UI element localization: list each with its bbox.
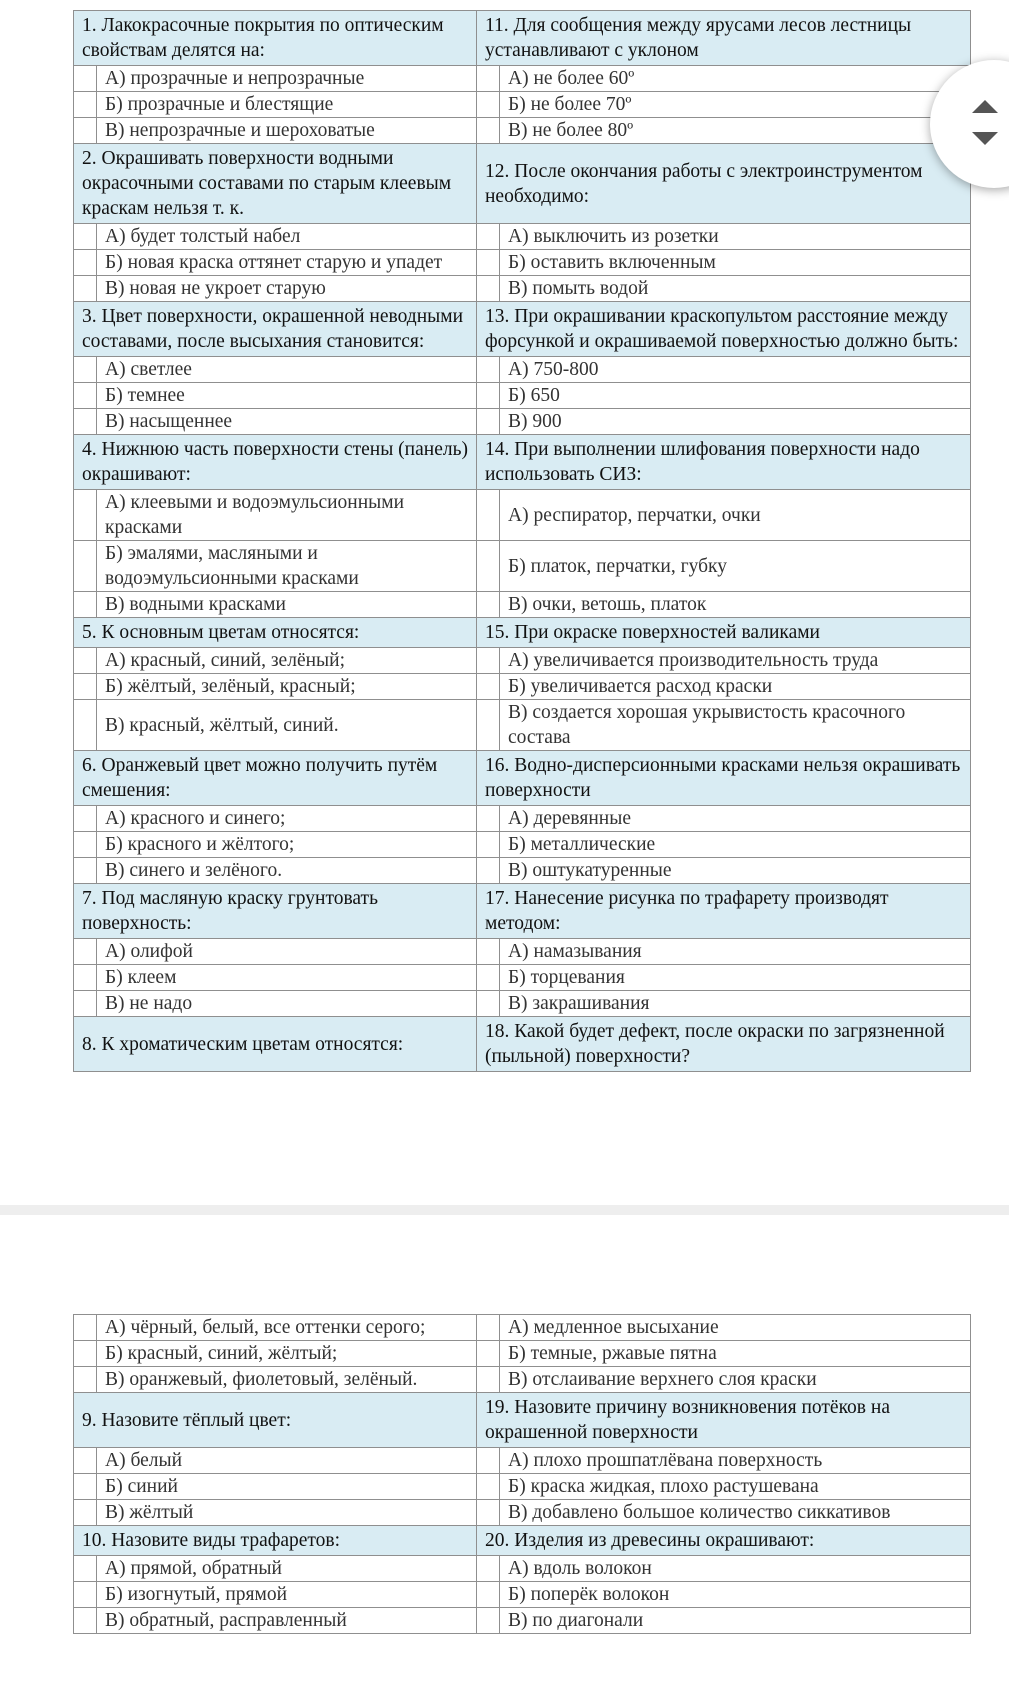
answer-option: Б) платок, перчатки, губку <box>500 541 971 592</box>
answer-option: В) жёлтый <box>97 1500 477 1526</box>
answer-mark-cell[interactable] <box>477 991 500 1017</box>
answer-row <box>74 939 971 965</box>
question-text: 10. Назовите виды трафаретов: <box>74 1526 477 1556</box>
answer-option: А) красного и синего; <box>97 806 477 832</box>
answer-mark-cell[interactable] <box>477 592 500 618</box>
answer-option: Б) не более 70º <box>500 92 971 118</box>
answer-row <box>74 592 971 618</box>
answer-mark-cell[interactable] <box>477 1367 500 1393</box>
answer-mark-cell[interactable] <box>477 1315 500 1341</box>
answer-mark-cell[interactable] <box>74 1608 97 1634</box>
answer-mark-cell[interactable] <box>477 1500 500 1526</box>
triangle-up-icon[interactable] <box>972 100 998 113</box>
answer-option: Б) поперёк волокон <box>500 1582 971 1608</box>
answer-option: В) 900 <box>500 409 971 435</box>
answer-option: В) новая не укроет старую <box>97 276 477 302</box>
answer-option: А) прозрачные и непрозрачные <box>97 66 477 92</box>
question-text: 16. Водно-дисперсионными красками нельзя окрашивать поверхности <box>477 751 971 806</box>
answer-mark-cell[interactable] <box>477 674 500 700</box>
answer-mark-cell[interactable] <box>477 276 500 302</box>
answer-option: В) отслаивание верхнего слоя краски <box>500 1367 971 1393</box>
answer-row <box>74 832 971 858</box>
answer-mark-cell[interactable] <box>477 541 500 592</box>
question-row <box>74 618 971 648</box>
question-text: 12. После окончания работы с электроинструментом необходимо: <box>477 144 971 224</box>
question-text: 1. Лакокрасочные покрытия по оптическим свойствам делятся на: <box>74 11 477 66</box>
answer-mark-cell[interactable] <box>477 806 500 832</box>
answer-row <box>74 224 971 250</box>
answer-mark-cell[interactable] <box>74 66 97 92</box>
answer-row <box>74 1474 971 1500</box>
answer-mark-cell[interactable] <box>74 357 97 383</box>
answer-mark-cell[interactable] <box>477 409 500 435</box>
question-text: 6. Оранжевый цвет можно получить путём смешения: <box>74 751 477 806</box>
answer-option: В) очки, ветошь, платок <box>500 592 971 618</box>
answer-mark-cell[interactable] <box>477 250 500 276</box>
answer-mark-cell[interactable] <box>477 1608 500 1634</box>
question-text: 11. Для сообщения между ярусами лесов лестницы устанавливают с уклоном <box>477 11 971 66</box>
answer-row <box>74 991 971 1017</box>
answer-mark-cell[interactable] <box>477 118 500 144</box>
answer-row <box>74 965 971 991</box>
answer-option: Б) синий <box>97 1474 477 1500</box>
answer-mark-cell[interactable] <box>477 92 500 118</box>
questions-table-page-2 <box>73 1314 971 1634</box>
answer-mark-cell[interactable] <box>477 66 500 92</box>
answer-option: В) оштукатуренные <box>500 858 971 884</box>
question-row <box>74 884 971 939</box>
question-text: 8. К хроматическим цветам относятся: <box>74 1017 477 1072</box>
answer-mark-cell[interactable] <box>74 276 97 302</box>
answer-option: В) по диагонали <box>500 1608 971 1634</box>
questions-table-page-1 <box>73 10 971 1072</box>
answer-mark-cell[interactable] <box>477 858 500 884</box>
answer-option: Б) 650 <box>500 383 971 409</box>
answer-option: Б) новая краска оттянет старую и упадет <box>97 250 477 276</box>
question-row <box>74 144 971 224</box>
answer-option: А) намазывания <box>500 939 971 965</box>
answer-option: Б) краска жидкая, плохо растушевана <box>500 1474 971 1500</box>
answer-option: А) не более 60º <box>500 66 971 92</box>
question-text: 15. При окраске поверхностей валиками <box>477 618 971 648</box>
answer-option: В) водными красками <box>97 592 477 618</box>
answer-option: Б) металлические <box>500 832 971 858</box>
answer-option: В) помыть водой <box>500 276 971 302</box>
answer-mark-cell[interactable] <box>477 700 500 751</box>
question-row <box>74 1526 971 1556</box>
question-text: 9. Назовите тёплый цвет: <box>74 1393 477 1448</box>
question-text: 5. К основным цветам относятся: <box>74 618 477 648</box>
question-text: 19. Назовите причину возникновения потёков на окрашенной поверхности <box>477 1393 971 1448</box>
answer-option: Б) темнее <box>97 383 477 409</box>
answer-option: Б) жёлтый, зелёный, красный; <box>97 674 477 700</box>
answer-mark-cell[interactable] <box>477 224 500 250</box>
answer-row <box>74 118 971 144</box>
answer-mark-cell[interactable] <box>74 700 97 751</box>
answer-mark-cell[interactable] <box>477 1556 500 1582</box>
question-text: 18. Какой будет дефект, после окраски по загрязненной (пыльной) поверхности? <box>477 1017 971 1072</box>
question-row <box>74 751 971 806</box>
answer-row <box>74 276 971 302</box>
answer-mark-cell[interactable] <box>74 250 97 276</box>
answer-option: В) закрашивания <box>500 991 971 1017</box>
answer-option: В) не более 80º <box>500 118 971 144</box>
answer-option: А) респиратор, перчатки, очки <box>500 490 971 541</box>
answer-option: Б) красный, синий, жёлтый; <box>97 1341 477 1367</box>
answer-row <box>74 357 971 383</box>
answer-row <box>74 858 971 884</box>
answer-mark-cell[interactable] <box>74 1367 97 1393</box>
question-text: 13. При окрашивании краскопультом расстояние между форсункой и окрашиваемой поверхностью должно быть: <box>477 302 971 357</box>
answer-row <box>74 66 971 92</box>
question-row <box>74 435 971 490</box>
answer-option: А) чёрный, белый, все оттенки серого; <box>97 1315 477 1341</box>
page-2 <box>0 1215 1009 1691</box>
answer-mark-cell[interactable] <box>74 409 97 435</box>
answer-option: Б) торцевания <box>500 965 971 991</box>
answer-row <box>74 806 971 832</box>
answer-row <box>74 648 971 674</box>
answer-mark-cell[interactable] <box>74 1315 97 1341</box>
answer-mark-cell[interactable] <box>74 674 97 700</box>
answer-mark-cell[interactable] <box>74 383 97 409</box>
answer-option: А) увеличивается производительность труда <box>500 648 971 674</box>
answer-mark-cell[interactable] <box>74 224 97 250</box>
answer-option: А) олифой <box>97 939 477 965</box>
answer-mark-cell[interactable] <box>74 118 97 144</box>
answer-row <box>74 700 971 751</box>
answer-row <box>74 1341 971 1367</box>
answer-mark-cell[interactable] <box>477 490 500 541</box>
answer-option: А) выключить из розетки <box>500 224 971 250</box>
answer-row <box>74 1556 971 1582</box>
question-row <box>74 302 971 357</box>
answer-row <box>74 1367 971 1393</box>
answer-mark-cell[interactable] <box>74 991 97 1017</box>
question-text: 2. Окрашивать поверхности водными окрасочными составами по старым клеевым краскам нельзя т. к. <box>74 144 477 224</box>
answer-row <box>74 409 971 435</box>
answer-option: Б) прозрачные и блестящие <box>97 92 477 118</box>
answer-row <box>74 674 971 700</box>
answer-option: Б) изогнутый, прямой <box>97 1582 477 1608</box>
answer-row <box>74 541 971 592</box>
answer-option: Б) клеем <box>97 965 477 991</box>
answer-option: Б) увеличивается расход краски <box>500 674 971 700</box>
answer-mark-cell[interactable] <box>477 965 500 991</box>
triangle-down-icon[interactable] <box>972 132 998 145</box>
answer-option: А) клеевыми и водоэмульсионными красками <box>97 490 477 541</box>
answer-option: В) красный, жёлтый, синий. <box>97 700 477 751</box>
answer-row <box>74 1582 971 1608</box>
question-text: 3. Цвет поверхности, окрашенной неводными составами, после высыхания становится: <box>74 302 477 357</box>
answer-row <box>74 1608 971 1634</box>
answer-mark-cell[interactable] <box>477 648 500 674</box>
answer-option: А) белый <box>97 1448 477 1474</box>
question-text: 20. Изделия из древесины окрашивают: <box>477 1526 971 1556</box>
answer-row <box>74 250 971 276</box>
answer-option: В) создается хорошая укрывистость красочного состава <box>500 700 971 751</box>
answer-mark-cell[interactable] <box>74 1556 97 1582</box>
answer-mark-cell[interactable] <box>477 1474 500 1500</box>
answer-mark-cell[interactable] <box>74 648 97 674</box>
answer-mark-cell[interactable] <box>74 806 97 832</box>
answer-row <box>74 490 971 541</box>
answer-mark-cell[interactable] <box>74 965 97 991</box>
page-gap <box>0 1205 1009 1215</box>
answer-option: Б) эмалями, масляными и водоэмульсионными красками <box>97 541 477 592</box>
question-text: 4. Нижнюю часть поверхности стены (панель) окрашивают: <box>74 435 477 490</box>
answer-mark-cell[interactable] <box>74 1474 97 1500</box>
answer-option: Б) красного и жёлтого; <box>97 832 477 858</box>
question-text: 17. Нанесение рисунка по трафарету производят методом: <box>477 884 971 939</box>
answer-option: В) обратный, расправленный <box>97 1608 477 1634</box>
answer-mark-cell[interactable] <box>74 858 97 884</box>
answer-mark-cell[interactable] <box>74 832 97 858</box>
answer-option: А) плохо прошпатлёвана поверхность <box>500 1448 971 1474</box>
answer-option: В) добавлено большое количество сиккативов <box>500 1500 971 1526</box>
answer-mark-cell[interactable] <box>477 357 500 383</box>
answer-mark-cell[interactable] <box>477 1582 500 1608</box>
question-row <box>74 1393 971 1448</box>
answer-mark-cell[interactable] <box>477 383 500 409</box>
answer-mark-cell[interactable] <box>74 939 97 965</box>
answer-option: А) красный, синий, зелёный; <box>97 648 477 674</box>
answer-option: А) деревянные <box>500 806 971 832</box>
answer-option: Б) оставить включенным <box>500 250 971 276</box>
answer-option: А) 750-800 <box>500 357 971 383</box>
answer-row <box>74 383 971 409</box>
answer-row <box>74 1448 971 1474</box>
answer-row <box>74 92 971 118</box>
answer-option: А) будет толстый набел <box>97 224 477 250</box>
answer-mark-cell[interactable] <box>477 939 500 965</box>
question-row <box>74 11 971 66</box>
answer-option: А) светлее <box>97 357 477 383</box>
question-text: 14. При выполнении шлифования поверхности надо использовать СИЗ: <box>477 435 971 490</box>
answer-mark-cell[interactable] <box>74 1341 97 1367</box>
answer-mark-cell[interactable] <box>477 832 500 858</box>
answer-option: В) насыщеннее <box>97 409 477 435</box>
answer-row <box>74 1500 971 1526</box>
answer-option: Б) темные, ржавые пятна <box>500 1341 971 1367</box>
answer-mark-cell[interactable] <box>74 1448 97 1474</box>
answer-option: В) не надо <box>97 991 477 1017</box>
answer-option: А) прямой, обратный <box>97 1556 477 1582</box>
answer-mark-cell[interactable] <box>74 92 97 118</box>
answer-option: А) вдоль волокон <box>500 1556 971 1582</box>
answer-mark-cell[interactable] <box>74 490 97 541</box>
question-text: 7. Под масляную краску грунтовать поверхность: <box>74 884 477 939</box>
answer-mark-cell[interactable] <box>477 1448 500 1474</box>
answer-mark-cell[interactable] <box>74 1582 97 1608</box>
question-row <box>74 1017 971 1072</box>
answer-row <box>74 1315 971 1341</box>
answer-mark-cell[interactable] <box>477 1341 500 1367</box>
answer-option: В) оранжевый, фиолетовый, зелёный. <box>97 1367 477 1393</box>
answer-option: В) синего и зелёного. <box>97 858 477 884</box>
answer-mark-cell[interactable] <box>74 541 97 592</box>
answer-option: А) медленное высыхание <box>500 1315 971 1341</box>
answer-mark-cell[interactable] <box>74 592 97 618</box>
answer-option: В) непрозрачные и шероховатые <box>97 118 477 144</box>
answer-mark-cell[interactable] <box>74 1500 97 1526</box>
